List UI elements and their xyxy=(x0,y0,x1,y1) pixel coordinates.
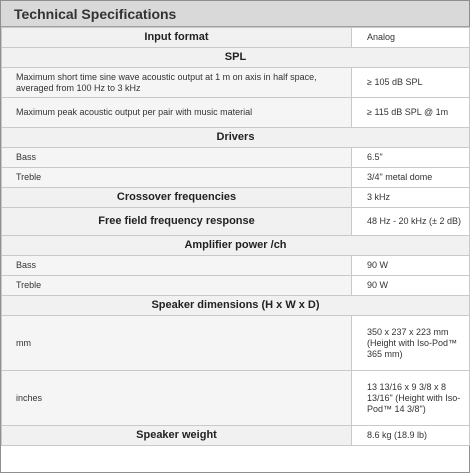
spec-value: 8.6 kg (18.9 lb) xyxy=(352,426,470,446)
spec-row xyxy=(2,316,470,371)
spec-label: Maximum short time sine wave acoustic output at 1 m on axis in half space, averaged from 100 Hz to 3 kHz xyxy=(2,68,352,98)
spec-label: Bass xyxy=(2,256,352,276)
spec-value: 90 W xyxy=(352,256,470,276)
header-row xyxy=(2,208,470,236)
spec-table xyxy=(1,27,470,446)
spec-value: 350 x 237 x 223 mm (Height with Iso-Pod™ 365 mm) xyxy=(352,316,470,371)
spec-row xyxy=(2,256,470,276)
spec-label: Treble xyxy=(2,276,352,296)
spec-label: Maximum peak acoustic output per pair with music material xyxy=(2,98,352,128)
header-row xyxy=(2,426,470,446)
spec-row xyxy=(2,168,470,188)
spec-value: 3/4" metal dome xyxy=(352,168,470,188)
panel-title: Technical Specifications xyxy=(1,1,469,27)
spec-value: 6.5" xyxy=(352,148,470,168)
spec-row xyxy=(2,98,470,128)
section-heading: Drivers xyxy=(2,128,470,148)
spec-value: 13 13/16 x 9 3/8 x 8 13/16" (Height with Iso-Pod™ 14 3/8") xyxy=(352,371,470,426)
header-row xyxy=(2,28,470,48)
section-row xyxy=(2,128,470,148)
spec-value: 3 kHz xyxy=(352,188,470,208)
section-row xyxy=(2,48,470,68)
spec-value: ≥ 105 dB SPL xyxy=(352,68,470,98)
spec-value: 90 W xyxy=(352,276,470,296)
spec-label: mm xyxy=(2,316,352,371)
spec-label: Treble xyxy=(2,168,352,188)
spec-heading: Input format xyxy=(2,28,352,48)
section-row xyxy=(2,296,470,316)
spec-label: inches xyxy=(2,371,352,426)
spec-value: Analog xyxy=(352,28,470,48)
section-heading: Speaker dimensions (H x W x D) xyxy=(2,296,470,316)
section-heading: SPL xyxy=(2,48,470,68)
spec-heading: Crossover frequencies xyxy=(2,188,352,208)
section-heading: Amplifier power /ch xyxy=(2,236,470,256)
spec-row xyxy=(2,371,470,426)
spec-label: Bass xyxy=(2,148,352,168)
spec-heading: Speaker weight xyxy=(2,426,352,446)
section-row xyxy=(2,236,470,256)
spec-value: ≥ 115 dB SPL @ 1m xyxy=(352,98,470,128)
spec-row xyxy=(2,276,470,296)
spec-row xyxy=(2,148,470,168)
spec-value: 48 Hz - 20 kHz (± 2 dB) xyxy=(352,208,470,236)
spec-heading: Free field frequency response xyxy=(2,208,352,236)
header-row xyxy=(2,188,470,208)
spec-row xyxy=(2,68,470,98)
